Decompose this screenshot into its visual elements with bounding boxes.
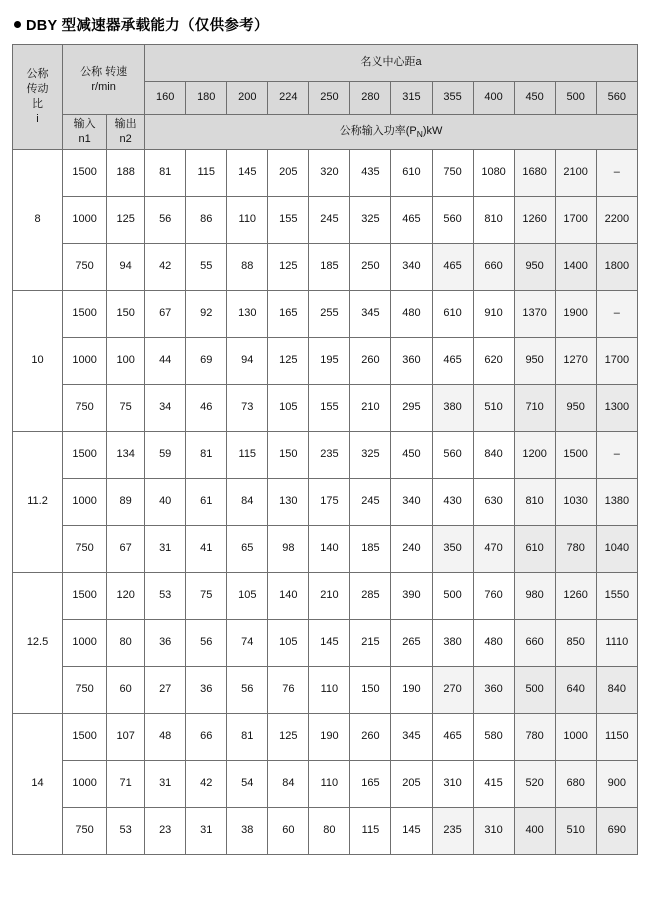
power-value: 67 <box>145 291 186 338</box>
power-value: 81 <box>186 432 227 479</box>
power-value: 1260 <box>514 197 555 244</box>
header-input-speed <box>63 115 107 150</box>
power-value: 480 <box>473 620 514 667</box>
power-value: 1800 <box>596 244 637 291</box>
power-value: 42 <box>186 761 227 808</box>
power-value: 340 <box>391 244 432 291</box>
power-value: 86 <box>186 197 227 244</box>
power-value: 125 <box>268 714 309 761</box>
power-value: 840 <box>473 432 514 479</box>
power-value: 380 <box>432 620 473 667</box>
power-value: 240 <box>391 526 432 573</box>
power-value: 155 <box>309 385 350 432</box>
power-value: 660 <box>473 244 514 291</box>
power-value: 1500 <box>555 432 596 479</box>
output-speed-value: 75 <box>107 385 145 432</box>
power-value: 1200 <box>514 432 555 479</box>
output-speed-value: 67 <box>107 526 145 573</box>
power-value: 235 <box>432 808 473 855</box>
power-value: 54 <box>227 761 268 808</box>
power-value: 98 <box>268 526 309 573</box>
table-row <box>13 761 638 808</box>
power-value: 450 <box>391 432 432 479</box>
power-value: 150 <box>268 432 309 479</box>
power-value: 2100 <box>555 150 596 197</box>
power-value: 610 <box>432 291 473 338</box>
power-value: 130 <box>227 291 268 338</box>
power-value: 84 <box>268 761 309 808</box>
power-value: 145 <box>309 620 350 667</box>
power-value: 260 <box>350 338 391 385</box>
header-ratio <box>13 45 63 150</box>
power-value: 900 <box>596 761 637 808</box>
header-cd-450: 450 <box>514 82 555 115</box>
table-row <box>13 808 638 855</box>
power-value: 195 <box>309 338 350 385</box>
power-value: 36 <box>145 620 186 667</box>
power-value: 31 <box>145 761 186 808</box>
header-speed <box>63 45 145 115</box>
output-speed-value: 53 <box>107 808 145 855</box>
power-value: 560 <box>432 197 473 244</box>
power-value: 470 <box>473 526 514 573</box>
input-speed-value: 1500 <box>63 291 107 338</box>
power-value: 810 <box>514 479 555 526</box>
output-speed-value: 60 <box>107 667 145 714</box>
page-title-text: DBY 型减速器承载能力（仅供参考） <box>26 18 269 34</box>
output-speed-value: 120 <box>107 573 145 620</box>
header-input-line1: 输入 <box>73 118 96 131</box>
power-value: 92 <box>186 291 227 338</box>
power-value: 69 <box>186 338 227 385</box>
input-speed-value: 1500 <box>63 150 107 197</box>
load-capacity-table <box>12 44 638 855</box>
power-value: 310 <box>473 808 514 855</box>
ratio-value: 12.5 <box>13 573 63 714</box>
table-row <box>13 385 638 432</box>
output-speed-value: 125 <box>107 197 145 244</box>
input-speed-value: 1500 <box>63 432 107 479</box>
power-value: 210 <box>350 385 391 432</box>
power-value: 215 <box>350 620 391 667</box>
power-value: 430 <box>432 479 473 526</box>
power-value: 75 <box>186 573 227 620</box>
power-value: 325 <box>350 197 391 244</box>
power-value: 46 <box>186 385 227 432</box>
power-value: 950 <box>555 385 596 432</box>
power-value: 48 <box>145 714 186 761</box>
power-value: 295 <box>391 385 432 432</box>
input-speed-value: 1000 <box>63 197 107 244</box>
header-cd-180: 180 <box>186 82 227 115</box>
power-value: 23 <box>145 808 186 855</box>
power-value: 125 <box>268 244 309 291</box>
header-cd-224: 224 <box>268 82 309 115</box>
power-value: 140 <box>268 573 309 620</box>
power-value: 76 <box>268 667 309 714</box>
power-value: 40 <box>145 479 186 526</box>
power-value: 760 <box>473 573 514 620</box>
power-value: 105 <box>268 385 309 432</box>
power-value: 145 <box>227 150 268 197</box>
power-value: – <box>596 150 637 197</box>
header-ratio-line2: 传动 <box>26 83 49 96</box>
output-speed-value: 107 <box>107 714 145 761</box>
power-value: 44 <box>145 338 186 385</box>
header-output-line1: 输出 <box>114 118 137 131</box>
output-speed-value: 94 <box>107 244 145 291</box>
power-value: 60 <box>268 808 309 855</box>
power-value: 59 <box>145 432 186 479</box>
power-value: 185 <box>309 244 350 291</box>
header-cd-400: 400 <box>473 82 514 115</box>
header-cd-315: 315 <box>391 82 432 115</box>
power-value: – <box>596 432 637 479</box>
power-value: 345 <box>350 291 391 338</box>
table-row <box>13 479 638 526</box>
power-value: 150 <box>350 667 391 714</box>
power-value: 94 <box>227 338 268 385</box>
power-value: 65 <box>227 526 268 573</box>
table-row <box>13 150 638 197</box>
input-speed-value: 1000 <box>63 620 107 667</box>
power-value: 205 <box>268 150 309 197</box>
power-value: 185 <box>350 526 391 573</box>
power-value: 320 <box>309 150 350 197</box>
power-value: 88 <box>227 244 268 291</box>
power-value: 36 <box>186 667 227 714</box>
output-speed-value: 134 <box>107 432 145 479</box>
power-value: 465 <box>432 244 473 291</box>
power-value: 27 <box>145 667 186 714</box>
power-value: 115 <box>350 808 391 855</box>
page-title <box>14 14 638 35</box>
output-speed-value: 100 <box>107 338 145 385</box>
power-value: 31 <box>145 526 186 573</box>
input-speed-value: 750 <box>63 526 107 573</box>
header-speed-line2: r/min <box>91 80 116 93</box>
power-value: 56 <box>145 197 186 244</box>
input-speed-value: 1000 <box>63 338 107 385</box>
power-value: 55 <box>186 244 227 291</box>
power-value: 210 <box>309 573 350 620</box>
power-value: 910 <box>473 291 514 338</box>
power-value: 245 <box>350 479 391 526</box>
power-value: 950 <box>514 244 555 291</box>
power-value: 710 <box>514 385 555 432</box>
power-value: 1700 <box>555 197 596 244</box>
power-value: 250 <box>350 244 391 291</box>
power-value: 56 <box>186 620 227 667</box>
input-speed-value: 750 <box>63 244 107 291</box>
power-value: 980 <box>514 573 555 620</box>
table-row <box>13 197 638 244</box>
power-value: 415 <box>473 761 514 808</box>
power-value: 270 <box>432 667 473 714</box>
ratio-value: 8 <box>13 150 63 291</box>
header-output-line2: n2 <box>119 133 132 145</box>
header-cd-160: 160 <box>145 82 186 115</box>
power-value: 205 <box>391 761 432 808</box>
power-value: 310 <box>432 761 473 808</box>
output-speed-value: 188 <box>107 150 145 197</box>
output-speed-value: 80 <box>107 620 145 667</box>
power-value: 74 <box>227 620 268 667</box>
header-cd-560: 560 <box>596 82 637 115</box>
power-value: 560 <box>432 432 473 479</box>
power-value: 610 <box>391 150 432 197</box>
power-value: 465 <box>432 338 473 385</box>
header-power-prefix: 公称输入功率(P <box>339 124 417 137</box>
power-value: 110 <box>309 667 350 714</box>
input-speed-value: 1500 <box>63 573 107 620</box>
power-value: 510 <box>555 808 596 855</box>
power-value: 255 <box>309 291 350 338</box>
power-value: 680 <box>555 761 596 808</box>
ratio-value: 10 <box>13 291 63 432</box>
table-row <box>13 338 638 385</box>
output-speed-value: 89 <box>107 479 145 526</box>
power-value: 660 <box>514 620 555 667</box>
output-speed-value: 150 <box>107 291 145 338</box>
power-value: 53 <box>145 573 186 620</box>
power-value: 110 <box>227 197 268 244</box>
power-value: 1700 <box>596 338 637 385</box>
power-value: 34 <box>145 385 186 432</box>
header-ratio-line3: 比 <box>32 98 44 110</box>
power-value: 2200 <box>596 197 637 244</box>
power-value: 465 <box>432 714 473 761</box>
power-value: 285 <box>350 573 391 620</box>
power-value: 66 <box>186 714 227 761</box>
table-row <box>13 573 638 620</box>
power-value: 690 <box>596 808 637 855</box>
power-value: 750 <box>432 150 473 197</box>
power-value: 145 <box>391 808 432 855</box>
power-value: 190 <box>391 667 432 714</box>
power-value: 115 <box>227 432 268 479</box>
power-value: 360 <box>473 667 514 714</box>
power-value: 84 <box>227 479 268 526</box>
power-value: 480 <box>391 291 432 338</box>
power-value: 260 <box>350 714 391 761</box>
header-power-suffix: )kW <box>422 124 443 137</box>
power-value: 105 <box>268 620 309 667</box>
header-cd-500: 500 <box>555 82 596 115</box>
power-value: 400 <box>514 808 555 855</box>
power-value: 245 <box>309 197 350 244</box>
power-value: 780 <box>555 526 596 573</box>
power-value: 155 <box>268 197 309 244</box>
header-cd-355: 355 <box>432 82 473 115</box>
power-value: 1260 <box>555 573 596 620</box>
header-center-distance: 名义中心距a <box>145 45 638 82</box>
power-value: 500 <box>514 667 555 714</box>
power-value: 1370 <box>514 291 555 338</box>
input-speed-value: 750 <box>63 808 107 855</box>
table-row <box>13 667 638 714</box>
power-value: 580 <box>473 714 514 761</box>
power-value: 73 <box>227 385 268 432</box>
power-value: 850 <box>555 620 596 667</box>
power-value: 350 <box>432 526 473 573</box>
power-value: 630 <box>473 479 514 526</box>
table-row <box>13 714 638 761</box>
header-output-speed <box>107 115 145 150</box>
power-value: 510 <box>473 385 514 432</box>
ratio-value: 11.2 <box>13 432 63 573</box>
input-speed-value: 1500 <box>63 714 107 761</box>
power-value: 1150 <box>596 714 637 761</box>
power-value: 41 <box>186 526 227 573</box>
power-value: 1300 <box>596 385 637 432</box>
bullet-icon <box>14 21 21 28</box>
power-value: 130 <box>268 479 309 526</box>
power-value: 140 <box>309 526 350 573</box>
power-value: 80 <box>309 808 350 855</box>
power-value: 950 <box>514 338 555 385</box>
power-value: – <box>596 291 637 338</box>
power-value: 465 <box>391 197 432 244</box>
power-value: 56 <box>227 667 268 714</box>
table-body <box>13 150 638 855</box>
power-value: 345 <box>391 714 432 761</box>
power-value: 500 <box>432 573 473 620</box>
power-value: 1000 <box>555 714 596 761</box>
power-value: 520 <box>514 761 555 808</box>
input-speed-value: 750 <box>63 667 107 714</box>
table-header-row-1 <box>13 45 638 82</box>
power-value: 175 <box>309 479 350 526</box>
power-value: 165 <box>268 291 309 338</box>
power-value: 1110 <box>596 620 637 667</box>
power-value: 780 <box>514 714 555 761</box>
power-value: 1550 <box>596 573 637 620</box>
header-cd-250: 250 <box>309 82 350 115</box>
table-row <box>13 620 638 667</box>
power-value: 61 <box>186 479 227 526</box>
power-value: 125 <box>268 338 309 385</box>
header-speed-line1: 公称 转速 <box>80 65 128 78</box>
power-value: 115 <box>186 150 227 197</box>
header-power <box>145 115 638 150</box>
power-value: 610 <box>514 526 555 573</box>
power-value: 235 <box>309 432 350 479</box>
power-value: 105 <box>227 573 268 620</box>
output-speed-value: 71 <box>107 761 145 808</box>
header-cd-280: 280 <box>350 82 391 115</box>
power-value: 190 <box>309 714 350 761</box>
header-ratio-line4: i <box>36 112 39 125</box>
power-value: 1080 <box>473 150 514 197</box>
power-value: 435 <box>350 150 391 197</box>
power-value: 110 <box>309 761 350 808</box>
table-row <box>13 432 638 479</box>
power-value: 81 <box>227 714 268 761</box>
power-value: 1900 <box>555 291 596 338</box>
power-value: 810 <box>473 197 514 244</box>
header-input-line2: n1 <box>78 133 91 145</box>
power-value: 620 <box>473 338 514 385</box>
power-value: 1040 <box>596 526 637 573</box>
table-row <box>13 526 638 573</box>
power-value: 165 <box>350 761 391 808</box>
power-value: 38 <box>227 808 268 855</box>
power-value: 265 <box>391 620 432 667</box>
power-value: 380 <box>432 385 473 432</box>
power-value: 1680 <box>514 150 555 197</box>
power-value: 340 <box>391 479 432 526</box>
power-value: 840 <box>596 667 637 714</box>
power-value: 325 <box>350 432 391 479</box>
power-value: 1030 <box>555 479 596 526</box>
input-speed-value: 1000 <box>63 479 107 526</box>
input-speed-value: 750 <box>63 385 107 432</box>
power-value: 81 <box>145 150 186 197</box>
header-power-sub: N <box>416 128 423 139</box>
ratio-value: 14 <box>13 714 63 855</box>
power-value: 31 <box>186 808 227 855</box>
power-value: 390 <box>391 573 432 620</box>
power-value: 42 <box>145 244 186 291</box>
header-ratio-line1: 公称 <box>26 68 49 81</box>
header-cd-200: 200 <box>227 82 268 115</box>
table-row <box>13 244 638 291</box>
power-value: 1380 <box>596 479 637 526</box>
input-speed-value: 1000 <box>63 761 107 808</box>
power-value: 640 <box>555 667 596 714</box>
power-value: 360 <box>391 338 432 385</box>
table-row <box>13 291 638 338</box>
power-value: 1270 <box>555 338 596 385</box>
power-value: 1400 <box>555 244 596 291</box>
